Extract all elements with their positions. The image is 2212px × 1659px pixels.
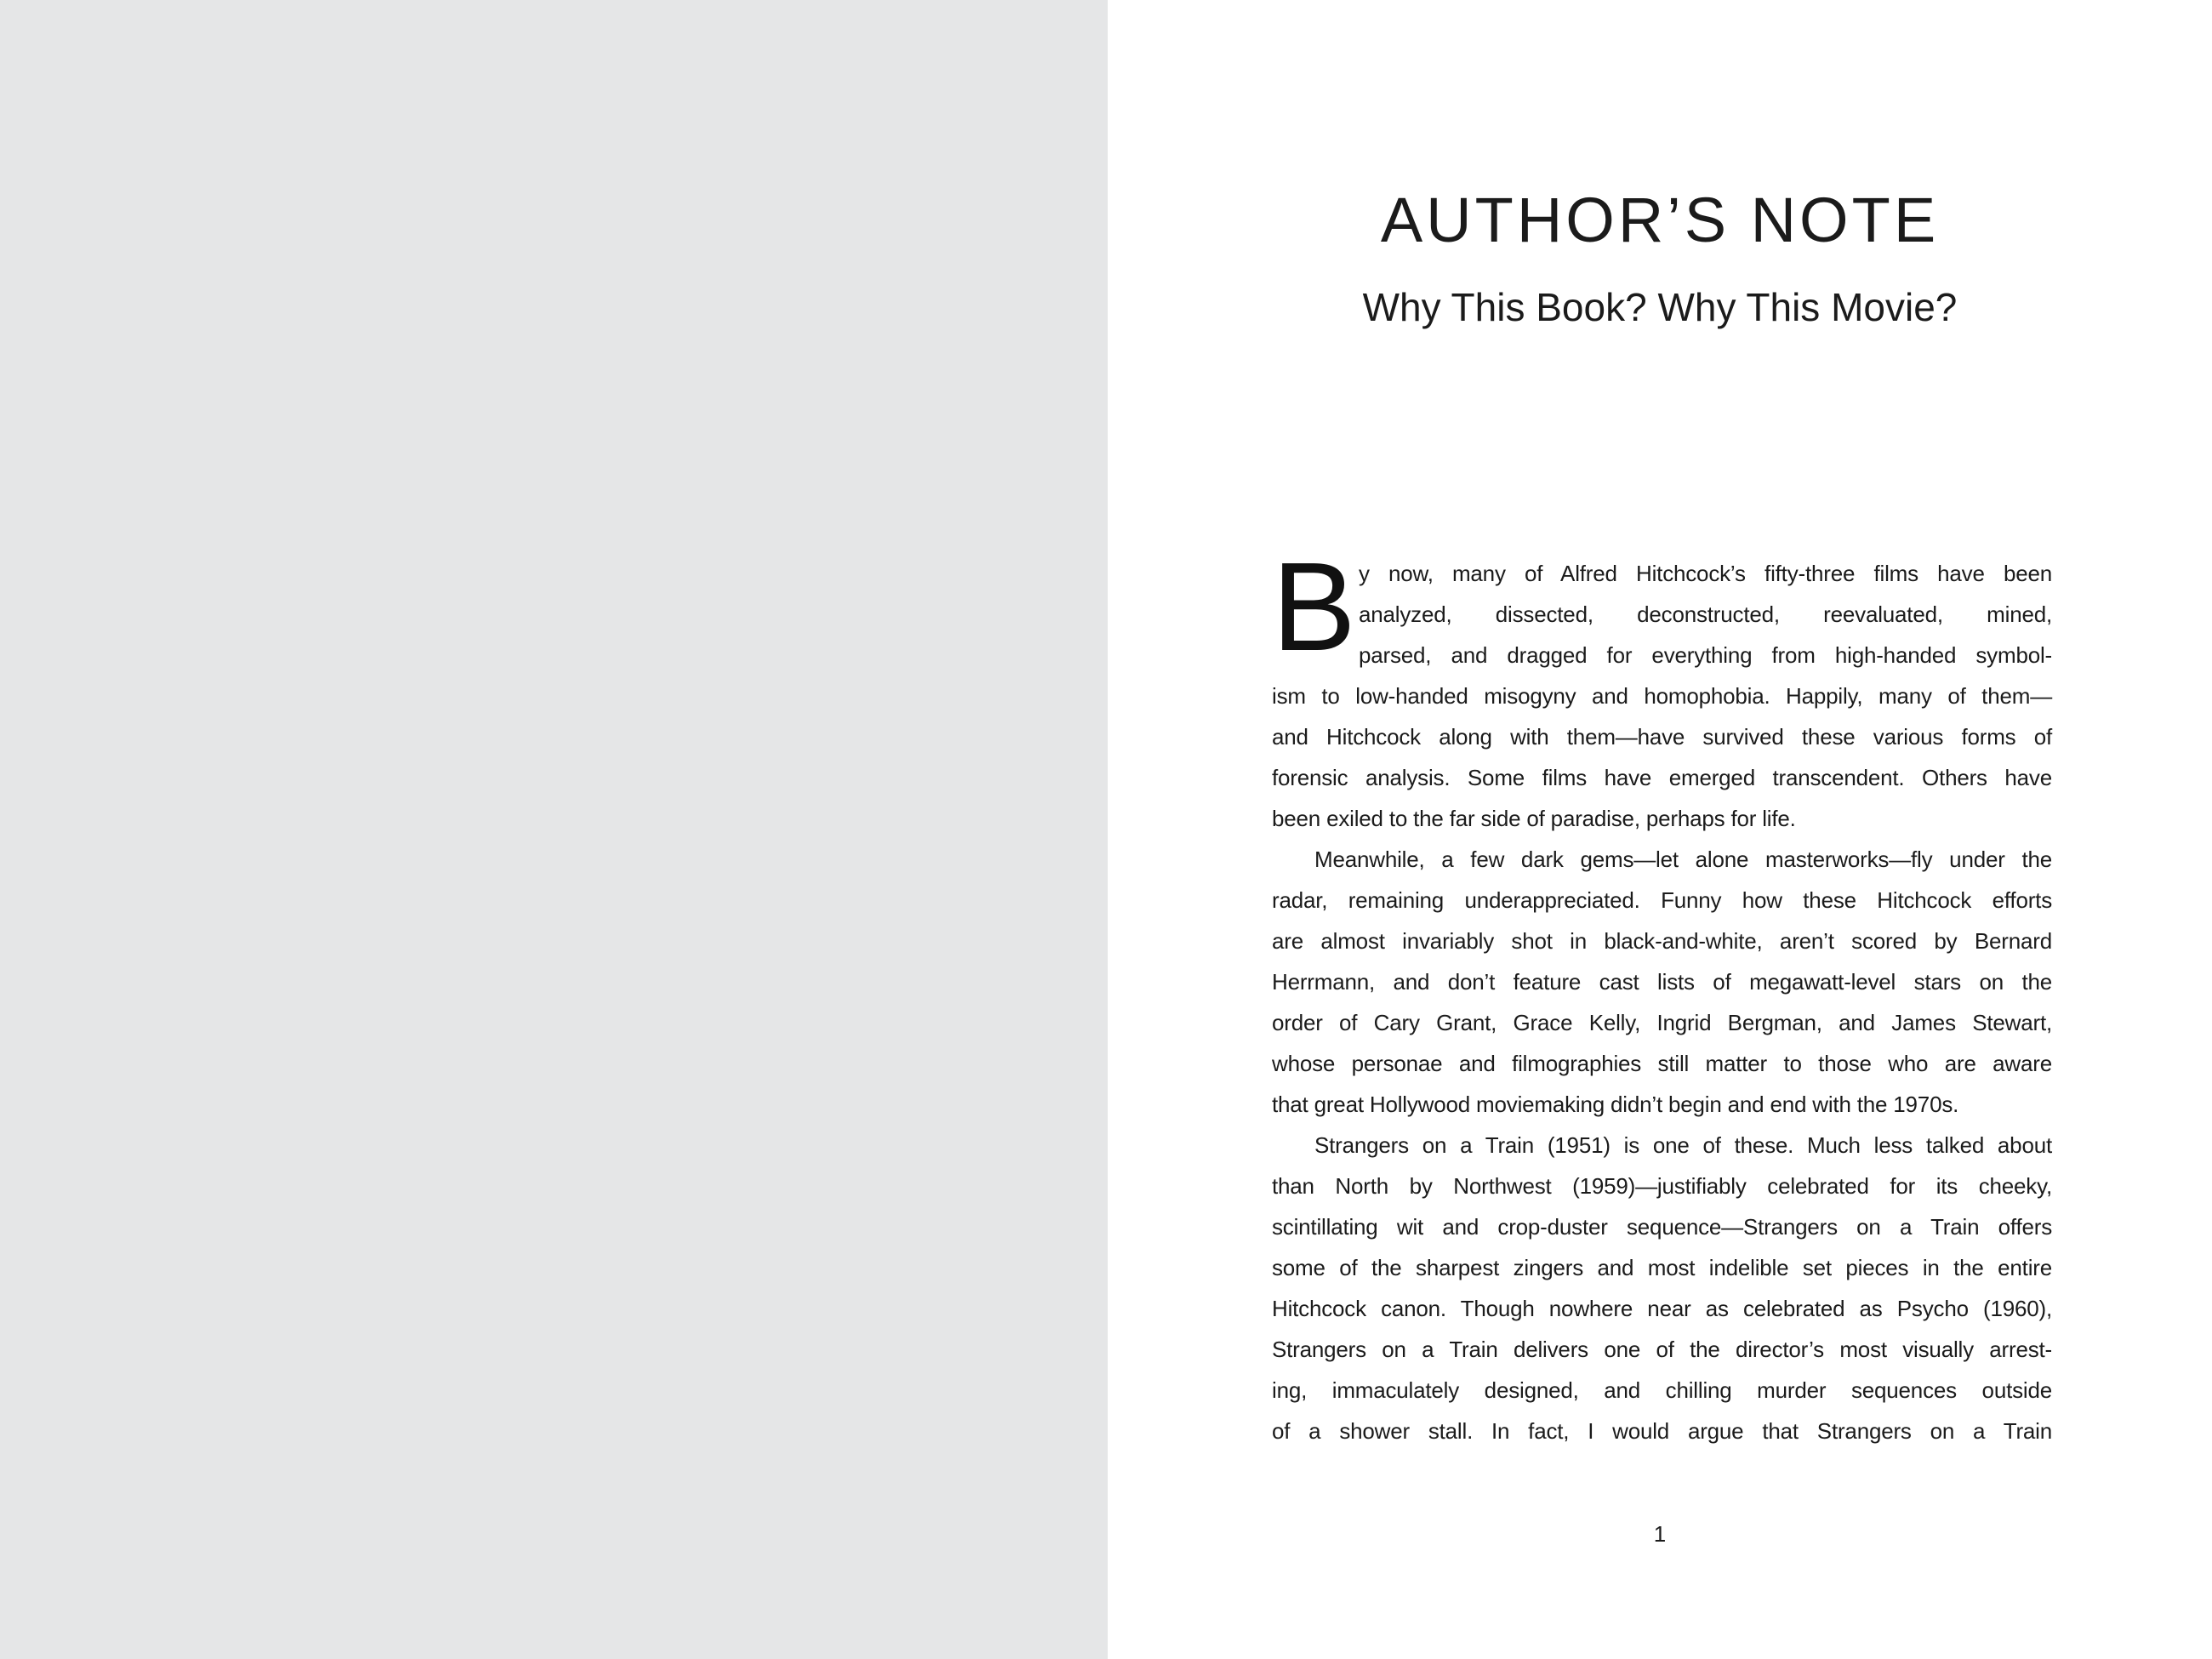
right-page — [1108, 0, 2212, 1659]
text-line: y now, many of Alfred Hitchcock’s fifty-three films have been — [1359, 561, 2052, 586]
chapter-heading: AUTHOR’S NOTE — [1380, 185, 1940, 255]
text-line: are almost invariably shot in black-and-white, aren’t scored by Bernard — [1272, 928, 2052, 954]
chapter-subtitle: Why This Book? Why This Movie? — [1362, 285, 1958, 329]
text-line: been exiled to the far side of paradise, perhaps for life. — [1272, 806, 1796, 831]
paragraph — [1272, 839, 2052, 1125]
page-number: 1 — [1653, 1521, 1667, 1547]
text-line: Hitchcock canon. Though nowhere near as celebrated as Psycho (1960), — [1272, 1296, 2052, 1321]
paragraph — [1272, 1125, 2052, 1451]
text-line: than North by Northwest (1959)—justifiably celebrated for its cheeky, — [1272, 1173, 2052, 1199]
text-line: radar, remaining underappreciated. Funny how these Hitchcock efforts — [1272, 887, 2052, 913]
text-line: scintillating wit and crop-duster sequence—Strangers on a Train offers — [1272, 1214, 2052, 1240]
text-line: Strangers on a Train (1951) is one of these. Much less talked about — [1314, 1132, 2052, 1158]
text-line: ism to low-handed misogyny and homophobia. Happily, many of them— — [1272, 683, 2052, 709]
body-text — [1272, 537, 2052, 1451]
text-line: analyzed, dissected, deconstructed, reevaluated, mined, — [1359, 601, 2052, 627]
text-line: of a shower stall. In fact, I would argue that Strangers on a Train — [1272, 1418, 2052, 1444]
text-line: whose personae and filmographies still matter to those who are aware — [1272, 1051, 2052, 1076]
text-line: parsed, and dragged for everything from high-handed symbol- — [1359, 642, 2052, 668]
drop-cap: B — [1272, 537, 1356, 677]
text-line: ing, immaculately designed, and chilling murder sequences outside — [1272, 1377, 2052, 1403]
text-line: that great Hollywood moviemaking didn’t begin and end with the 1970s. — [1272, 1092, 1959, 1117]
text-line: forensic analysis. Some films have emerged transcendent. Others have — [1272, 765, 2052, 790]
text-line: Meanwhile, a few dark gems—let alone masterworks—fly under the — [1314, 847, 2052, 872]
text-line: and Hitchcock along with them—have survived these various forms of — [1272, 724, 2052, 750]
text-line: Herrmann, and don’t feature cast lists of megawatt-level stars on the — [1272, 969, 2052, 995]
paragraph — [1272, 537, 2052, 839]
text-line: order of Cary Grant, Grace Kelly, Ingrid Bergman, and James Stewart, — [1272, 1010, 2052, 1035]
text-line: some of the sharpest zingers and most indelible set pieces in the entire — [1272, 1255, 2052, 1280]
text-line: Strangers on a Train delivers one of the director’s most visually arrest- — [1272, 1337, 2052, 1362]
